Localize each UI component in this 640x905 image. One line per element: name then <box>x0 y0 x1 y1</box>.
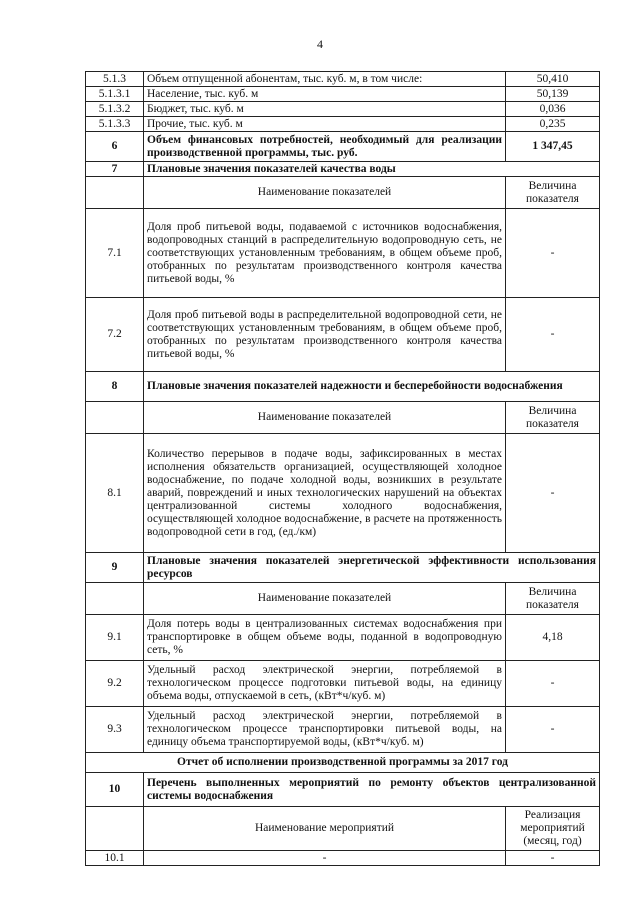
table-row-6 <box>86 132 600 162</box>
row-description: Количество перерывов в подаче воды, зафиксированных в местах исполнения обязательств организацией, осуществляющей холодное водоснабжение, по подаче холодной воды, возникших в результате аварий, повреждений и иных технологических нарушений на объектах централизованной системы холодного водоснабжения, осуществляющей холодное водоснабжение, в расчете на протяженность водопроводной сети в год, (ед./км) <box>144 434 506 553</box>
row-value: 4,18 <box>506 615 600 661</box>
empty-cell <box>86 583 144 615</box>
table-row-9-3 <box>86 707 600 753</box>
section-title: Перечень выполненных мероприятий по ремонту объектов централизованной системы водоснабжения <box>144 773 600 807</box>
table-row-5-1-3-3 <box>86 117 600 132</box>
section-9-header <box>86 553 600 583</box>
row-number: 5.1.3.1 <box>86 87 144 102</box>
row-number: 10.1 <box>86 851 144 866</box>
row-description: Доля проб питьевой воды, подаваемой с источников водоснабжения, водопроводных станций в распределительную водопроводную сеть, не соответствующих установленным требованиям, в общем объеме проб, отобранных по результатам производственного контроля качества питьевой воды, % <box>144 209 506 298</box>
row-number: 6 <box>86 132 144 162</box>
row-description: Население, тыс. куб. м <box>144 87 506 102</box>
row-value: - <box>506 661 600 707</box>
row-number: 9.3 <box>86 707 144 753</box>
row-value: 1 347,45 <box>506 132 600 162</box>
row-value: 50,139 <box>506 87 600 102</box>
column-header-value: Величина показателя <box>506 402 600 434</box>
row-value: - <box>506 209 600 298</box>
row-description: Объем отпущенной абонентам, тыс. куб. м, в том числе: <box>144 72 506 87</box>
report-title: Отчет об исполнении производственной программы за 2017 год <box>86 753 600 773</box>
section-title: Плановые значения показателей энергетической эффективности использования ресурсов <box>144 553 600 583</box>
row-value: 50,410 <box>506 72 600 87</box>
column-header-name: Наименование показателей <box>144 177 506 209</box>
column-header-name: Наименование показателей <box>144 402 506 434</box>
section-8-header <box>86 372 600 402</box>
section-title: Плановые значения показателей качества воды <box>144 162 600 177</box>
table-row-9-2 <box>86 661 600 707</box>
table-row-10-1 <box>86 851 600 866</box>
section-number: 9 <box>86 553 144 583</box>
row-description: Объем финансовых потребностей, необходимый для реализации производственной программы, тыс. руб. <box>144 132 506 162</box>
section-number: 10 <box>86 773 144 807</box>
row-value: 0,036 <box>506 102 600 117</box>
section-number: 8 <box>86 372 144 402</box>
report-title-row <box>86 753 600 773</box>
table-row-5-1-3 <box>86 72 600 87</box>
program-table <box>85 71 600 866</box>
row-value: - <box>506 851 600 866</box>
column-header-value: Величина показателя <box>506 177 600 209</box>
row-number: 7.1 <box>86 209 144 298</box>
row-description: Бюджет, тыс. куб. м <box>144 102 506 117</box>
row-number: 5.1.3 <box>86 72 144 87</box>
empty-cell <box>86 177 144 209</box>
section-7-column-headers <box>86 177 600 209</box>
column-header-name: Наименование показателей <box>144 583 506 615</box>
table-row-5-1-3-1 <box>86 87 600 102</box>
row-description: Прочие, тыс. куб. м <box>144 117 506 132</box>
empty-cell <box>86 402 144 434</box>
row-number: 9.1 <box>86 615 144 661</box>
row-value: 0,235 <box>506 117 600 132</box>
row-number: 9.2 <box>86 661 144 707</box>
section-number: 7 <box>86 162 144 177</box>
row-number: 5.1.3.2 <box>86 102 144 117</box>
column-header-value: Реализация мероприятий (месяц, год) <box>506 807 600 851</box>
table-row-7-1 <box>86 209 600 298</box>
empty-cell <box>86 807 144 851</box>
section-10-header <box>86 773 600 807</box>
row-description: - <box>144 851 506 866</box>
row-value: - <box>506 298 600 372</box>
row-value: - <box>506 434 600 553</box>
table-row-9-1 <box>86 615 600 661</box>
table-row-8-1 <box>86 434 600 553</box>
row-number: 5.1.3.3 <box>86 117 144 132</box>
section-9-column-headers <box>86 583 600 615</box>
row-value: - <box>506 707 600 753</box>
row-number: 7.2 <box>86 298 144 372</box>
section-title: Плановые значения показателей надежности и бесперебойности водоснабжения <box>144 372 600 402</box>
row-description: Доля проб питьевой воды в распределительной водопроводной сети, не соответствующих установленным требованиям, в общем объеме проб, отобранных по результатам производственного контроля качества питьевой воды, % <box>144 298 506 372</box>
row-description: Удельный расход электрической энергии, потребляемой в технологическом процессе транспортировки питьевой воды, на единицу объема транспортируемой воды, (кВт*ч/куб. м) <box>144 707 506 753</box>
table-row-7-2 <box>86 298 600 372</box>
table-row-5-1-3-2 <box>86 102 600 117</box>
section-7-header <box>86 162 600 177</box>
section-10-column-headers <box>86 807 600 851</box>
page-number: 4 <box>317 37 323 51</box>
section-8-column-headers <box>86 402 600 434</box>
column-header-name: Наименование мероприятий <box>144 807 506 851</box>
column-header-value: Величина показателя <box>506 583 600 615</box>
row-number: 8.1 <box>86 434 144 553</box>
row-description: Доля потерь воды в централизованных системах водоснабжения при транспортировке в общем объеме воды, поданной в водопроводную сеть, % <box>144 615 506 661</box>
row-description: Удельный расход электрической энергии, потребляемой в технологическом процессе подготовки питьевой воды, на единицу объема воды, отпускаемой в сеть, (кВт*ч/куб. м) <box>144 661 506 707</box>
